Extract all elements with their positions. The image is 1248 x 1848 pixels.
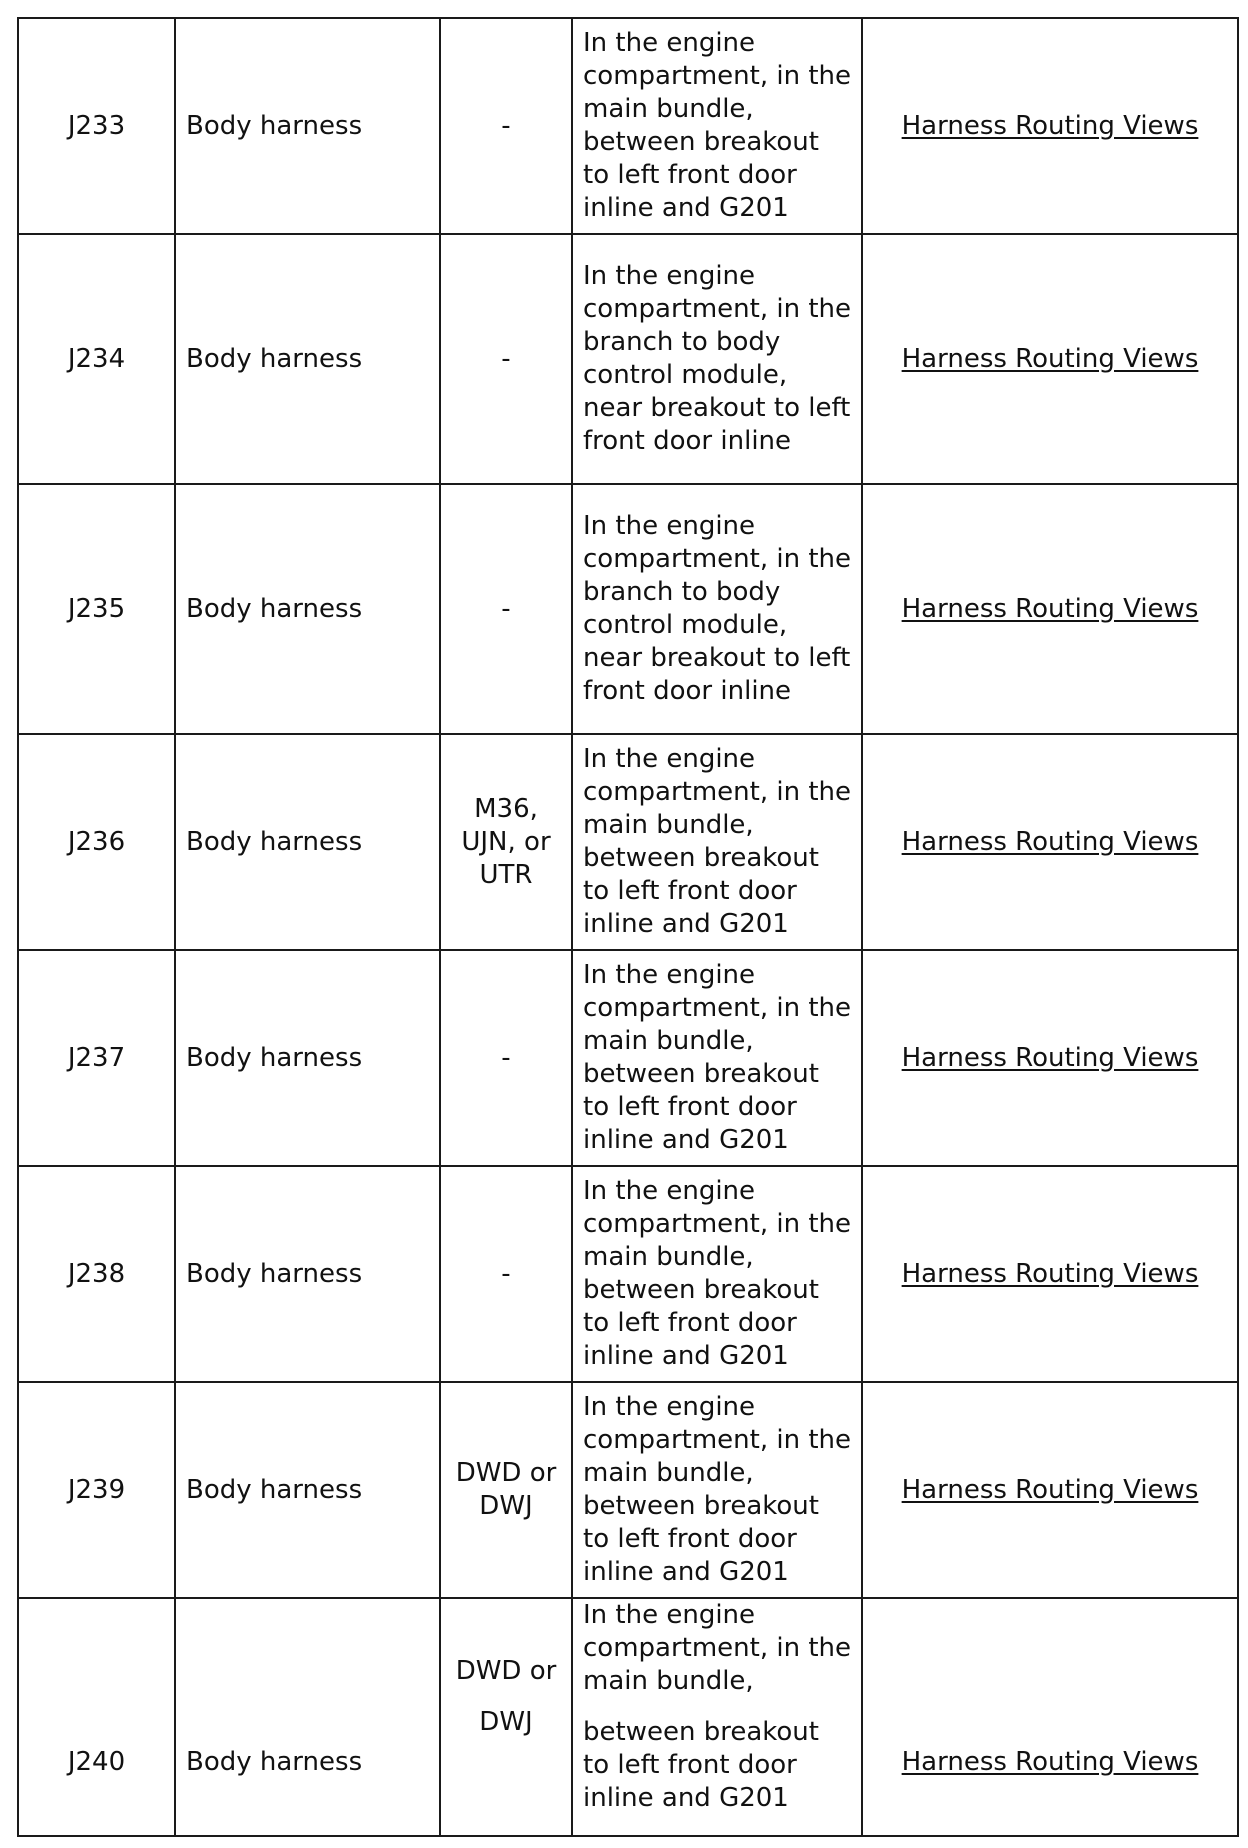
connector-id: J235 bbox=[18, 484, 175, 734]
connector-id: J237 bbox=[18, 950, 175, 1166]
harness-routing-views-link[interactable]: Harness Routing Views bbox=[901, 826, 1199, 857]
table-row bbox=[18, 18, 1238, 234]
harness-routing-views-link[interactable]: Harness Routing Views bbox=[901, 110, 1199, 141]
table-row bbox=[18, 234, 1238, 484]
harness-name: Body harness bbox=[175, 18, 440, 234]
table-row bbox=[18, 950, 1238, 1166]
location-description: In the engine compartment, in the main bundle, between breakout to left front door inline and G201 bbox=[572, 734, 862, 950]
option-code bbox=[440, 1598, 572, 1836]
location-description: In the engine compartment, in the branch to body control module, near breakout to left front door inline bbox=[572, 484, 862, 734]
link-cell bbox=[862, 1166, 1238, 1382]
connector-id: J234 bbox=[18, 234, 175, 484]
location-description-part: between breakout to left front door inline and G201 bbox=[583, 1717, 819, 1813]
option-code: - bbox=[440, 484, 572, 734]
table-row bbox=[18, 484, 1238, 734]
harness-name: Body harness bbox=[175, 484, 440, 734]
connector-id: J239 bbox=[18, 1382, 175, 1598]
harness-routing-views-link[interactable]: Harness Routing Views bbox=[901, 1258, 1199, 1289]
harness-name: Body harness bbox=[175, 1382, 440, 1598]
option-code-part: DWD or bbox=[455, 1656, 557, 1686]
option-code: - bbox=[440, 234, 572, 484]
option-code: - bbox=[440, 1166, 572, 1382]
harness-name: Body harness bbox=[175, 950, 440, 1166]
link-cell bbox=[862, 734, 1238, 950]
location-description: In the engine compartment, in the main bundle, between breakout to left front door inline and G201 bbox=[572, 18, 862, 234]
location-description bbox=[572, 1598, 862, 1836]
location-description: In the engine compartment, in the branch to body control module, near breakout to left front door inline bbox=[572, 234, 862, 484]
harness-name: Body harness bbox=[175, 734, 440, 950]
table-row bbox=[18, 734, 1238, 950]
location-description: In the engine compartment, in the main bundle, between breakout to left front door inline and G201 bbox=[572, 1382, 862, 1598]
link-cell bbox=[862, 1382, 1238, 1598]
table-row bbox=[18, 1598, 1238, 1836]
connector-id: J236 bbox=[18, 734, 175, 950]
harness-routing-views-link[interactable]: Harness Routing Views bbox=[901, 1747, 1199, 1777]
connector-table bbox=[17, 17, 1239, 1837]
option-code: - bbox=[440, 18, 572, 234]
location-description: In the engine compartment, in the main bundle, between breakout to left front door inline and G201 bbox=[572, 950, 862, 1166]
harness-routing-views-link[interactable]: Harness Routing Views bbox=[901, 593, 1199, 624]
connector-id: J238 bbox=[18, 1166, 175, 1382]
table-row bbox=[18, 1382, 1238, 1598]
option-code-part: DWJ bbox=[479, 1707, 533, 1737]
table-row bbox=[18, 1166, 1238, 1382]
harness-name: Body harness bbox=[175, 1598, 440, 1836]
harness-routing-views-link[interactable]: Harness Routing Views bbox=[901, 343, 1199, 374]
link-cell bbox=[862, 234, 1238, 484]
location-description-part: In the engine compartment, in the main bundle, bbox=[583, 1600, 852, 1696]
option-code: DWD or DWJ bbox=[440, 1382, 572, 1598]
connector-id: J240 bbox=[18, 1598, 175, 1836]
connector-id: J233 bbox=[18, 18, 175, 234]
harness-name: Body harness bbox=[175, 1166, 440, 1382]
link-cell bbox=[862, 950, 1238, 1166]
option-code: M36, UJN, or UTR bbox=[440, 734, 572, 950]
harness-routing-views-link[interactable]: Harness Routing Views bbox=[901, 1042, 1199, 1073]
link-cell bbox=[862, 484, 1238, 734]
link-cell bbox=[862, 1598, 1238, 1836]
location-description: In the engine compartment, in the main bundle, between breakout to left front door inline and G201 bbox=[572, 1166, 862, 1382]
option-code: - bbox=[440, 950, 572, 1166]
link-cell bbox=[862, 18, 1238, 234]
harness-routing-views-link[interactable]: Harness Routing Views bbox=[901, 1474, 1199, 1505]
harness-name: Body harness bbox=[175, 234, 440, 484]
